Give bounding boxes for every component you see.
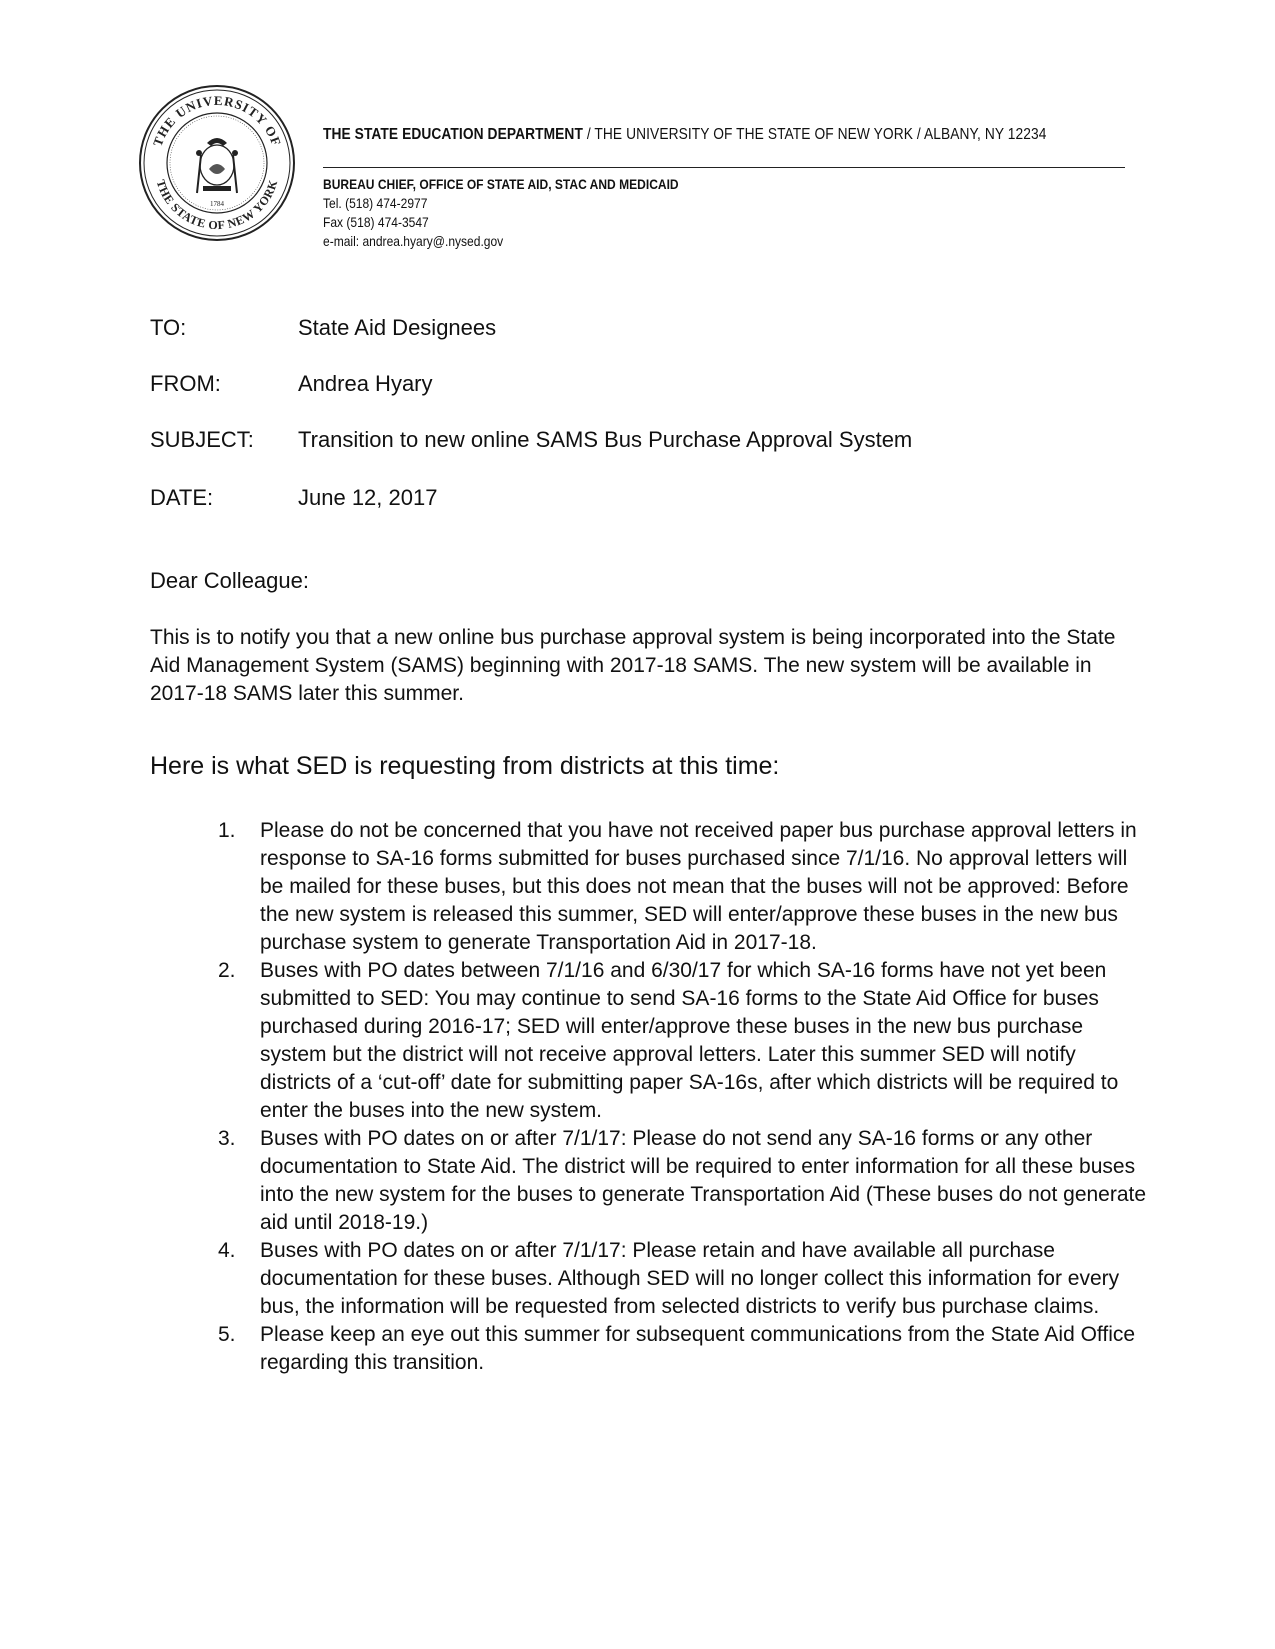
department-name: THE STATE EDUCATION DEPARTMENT <box>323 126 583 143</box>
to-label: TO: <box>150 315 187 340</box>
to-value: State Aid Designees <box>298 315 497 340</box>
memo-subject-row <box>150 427 912 453</box>
fax: Fax (518) 474-3547 <box>323 214 429 230</box>
list-item-text: Please do not be concerned that you have not received paper bus purchase approval letters in response to SA-16 forms submitted for buses purchased since 7/1/16. No approval letters will be mailed for these buses, but this does not mean that the buses will not be approved: Before the new system is released this summer, SED will enter/approve these buses in the new bus purchase system to generate Transportation Aid in 2017-18. <box>260 819 1137 954</box>
letterhead-contact <box>323 175 679 251</box>
letterhead-divider <box>323 167 1125 168</box>
list-item-text: Buses with PO dates between 7/1/16 and 6/30/17 for which SA-16 forms have not yet been submitted to SED: You may continue to send SA-16 forms to the State Aid Office for buses purchased during 2016-17; SED will enter/approve these buses in the new bus purchase system but the district will not receive approval letters. Later this summer SED will notify districts of a ‘cut-off’ date for submitting paper SA-16s, after which districts will be required to enter the buses into the new system. <box>260 959 1119 1122</box>
memo-date-row <box>150 485 437 511</box>
letterhead-department <box>323 126 1046 144</box>
date-label: DATE: <box>150 485 214 510</box>
date-value: June 12, 2017 <box>298 485 438 510</box>
from-value: Andrea Hyary <box>298 371 433 396</box>
intro-paragraph: This is to notify you that a new online bus purchase approval system is being incorporated into the State Aid Management System (SAMS) beginning with 2017-18 SAMS. The new system will be available in 2017-18 SAMS later this summer. <box>150 626 1116 705</box>
list-item-text: Buses with PO dates on or after 7/1/17: Please retain and have available all purchase documentation for these buses. Although SED will no longer collect this information for every bus, the information will be requested from selected districts to verify bus purchase claims. <box>260 1239 1120 1318</box>
seal-year: 1784 <box>210 200 224 208</box>
list-item-number: 5. <box>218 1323 236 1346</box>
from-label: FROM: <box>150 371 221 396</box>
list-item-text: Please keep an eye out this summer for subsequent communications from the State Aid Office regarding this transition. <box>260 1323 1136 1374</box>
memo-to-row <box>150 315 496 341</box>
list-item <box>218 1237 1148 1321</box>
bureau-chief-title: BUREAU CHIEF, OFFICE OF STATE AID, STAC AND MEDICAID <box>323 176 679 192</box>
nys-university-seal-icon <box>137 83 297 243</box>
list-item-text: Buses with PO dates on or after 7/1/17: Please do not send any SA-16 forms or any other documentation to State Aid. The district will be required to enter information for all these buses into the new system for the buses to generate Transportation Aid (These buses do not generate aid until 2018-19.) <box>260 1127 1147 1234</box>
list-item-number: 4. <box>218 1239 236 1262</box>
list-item-number: 1. <box>218 819 236 842</box>
list-item-number: 3. <box>218 1127 236 1150</box>
seal-bottom-text: THE STATE OF NEW YORK <box>153 177 281 233</box>
subject-value: Transition to new online SAMS Bus Purchase Approval System <box>298 427 913 452</box>
list-item <box>218 817 1148 957</box>
department-address: / THE UNIVERSITY OF THE STATE OF NEW YORK / ALBANY, NY 12234 <box>582 126 1047 143</box>
email: e-mail: andrea.hyary@.nysed.gov <box>323 233 504 249</box>
seal-top-text: THE UNIVERSITY OF <box>149 92 285 149</box>
telephone: Tel. (518) 474-2977 <box>323 195 428 211</box>
request-list <box>218 817 1148 1377</box>
list-item-number: 2. <box>218 959 236 982</box>
list-item <box>218 1125 1148 1237</box>
salutation: Dear Colleague: <box>150 568 309 593</box>
list-item <box>218 1321 1148 1377</box>
list-item <box>218 957 1148 1125</box>
subject-label: SUBJECT: <box>150 427 254 452</box>
section-heading: Here is what SED is requesting from districts at this time: <box>150 752 780 780</box>
memo-from-row <box>150 371 433 397</box>
